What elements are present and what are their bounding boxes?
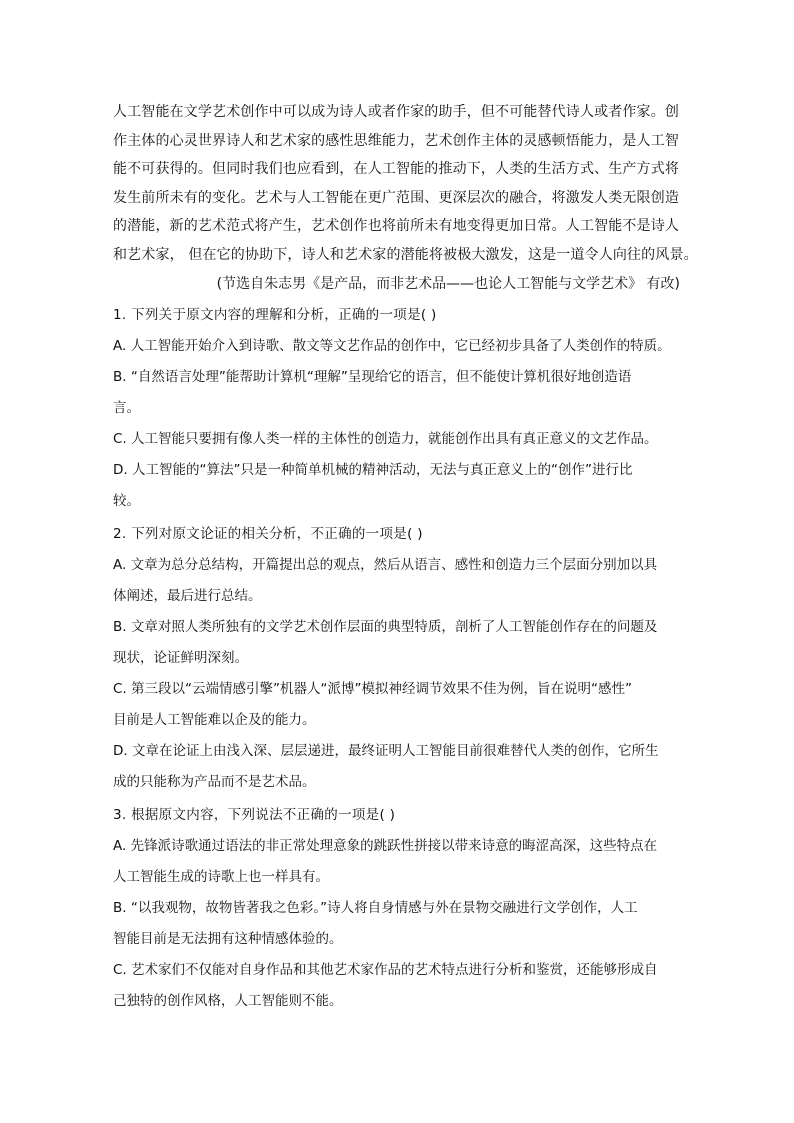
option-d-line: 成的只能称为产品而不是艺术品。	[113, 773, 316, 790]
passage-line: 发生前所未有的变化。艺术与人工智能在更广范围、更深层次的融合，将激发人类无限创造	[113, 189, 679, 206]
page-content	[113, 98, 698, 1017]
option-d-line: D. 文章在论证上由浅入深、层层递进，最终证明人工智能目前很难替代人类的创作，它所生	[113, 742, 659, 759]
question-stem: 1. 下列关于原文内容的理解和分析，正确的一项是( )	[113, 306, 437, 323]
option-a-line: A. 文章为总分总结构，开篇提出总的观点，然后从语言、感性和创造力三个层面分别加以具	[113, 556, 658, 573]
passage-source: (节选自朱志男《是产品，而非艺术品——也论人工智能与文学艺术》 有改)	[216, 275, 680, 292]
question-3	[113, 800, 683, 1017]
option-c-line: 目前是人工智能难以企及的能力。	[113, 711, 316, 728]
question-2	[113, 519, 683, 798]
option-b-line: B. 文章对照人类所独有的文学艺术创作层面的典型特质，剖析了人工智能创作存在的问题及	[113, 618, 658, 635]
passage-line: 的潜能，新的艺术范式将产生，艺术创作也将前所未有地变得更加日常。人工智能不是诗人	[113, 218, 679, 235]
option-d-line: 较。	[113, 492, 140, 509]
option-b-line: 智能目前是无法拥有这种情感体验的。	[113, 930, 343, 947]
option-a-line: A. 人工智能开始介入到诗歌、散文等文艺作品的创作中，它已经初步具备了人类创作的特质。	[113, 337, 671, 354]
option-b-line: B. “自然语言处理”能帮助计算机“理解”呈现给它的语言，但不能使计算机很好地创造语	[113, 368, 632, 385]
question-1	[113, 300, 683, 517]
option-c-line: 己独特的创作风格，人工智能则不能。	[113, 992, 343, 1009]
option-b-line: 言。	[113, 399, 140, 416]
option-c-line: C. 人工智能只要拥有像人类一样的主体性的创造力，就能创作出具有真正意义的文艺作品。	[113, 430, 658, 447]
passage-line: 能不可获得的。但同时我们也应看到，在人工智能的推动下，人类的生活方式、生产方式将	[113, 161, 679, 178]
passage-line: 人工智能在文学艺术创作中可以成为诗人或者作家的助手，但不可能替代诗人或者作家。创	[113, 104, 679, 120]
passage-paragraph	[113, 98, 698, 270]
option-d-line: D. 人工智能的“算法”只是一种简单机械的精神活动，无法与真正意义上的“创作”进行比	[113, 461, 633, 478]
question-stem: 3. 根据原文内容，下列说法不正确的一项是( )	[113, 806, 396, 823]
option-a-line: 人工智能生成的诗歌上也一样具有。	[113, 868, 329, 885]
option-a-line: A. 先锋派诗歌通过语法的非正常处理意象的跳跃性拼接以带来诗意的晦涩高深，这些特点在	[113, 837, 658, 854]
passage-line: 作主体的心灵世界诗人和艺术家的感性思维能力，艺术创作主体的灵感顿悟能力，是人工智	[113, 132, 679, 149]
question-stem: 2. 下列对原文论证的相关分析，不正确的一项是( )	[113, 525, 423, 542]
option-b-line: B. “以我观物，故物皆著我之色彩。”诗人将自身情感与外在景物交融进行文学创作，人工	[113, 899, 638, 916]
option-c-line: C. 艺术家们不仅能对自身作品和其他艺术家作品的艺术特点进行分析和鉴赏，还能够形成自	[113, 961, 658, 978]
passage-line: 和艺术家， 但在它的协助下，诗人和艺术家的潜能将被极大激发，这是一道令人向往的风景。	[113, 246, 698, 263]
option-c-line: C. 第三段以“云端情感引擎”机器人“派博”模拟神经调节效果不佳为例，旨在说明“感性”	[113, 680, 632, 697]
option-b-line: 现状，论证鲜明深刻。	[113, 649, 248, 666]
option-a-line: 体阐述，最后进行总结。	[113, 587, 262, 604]
